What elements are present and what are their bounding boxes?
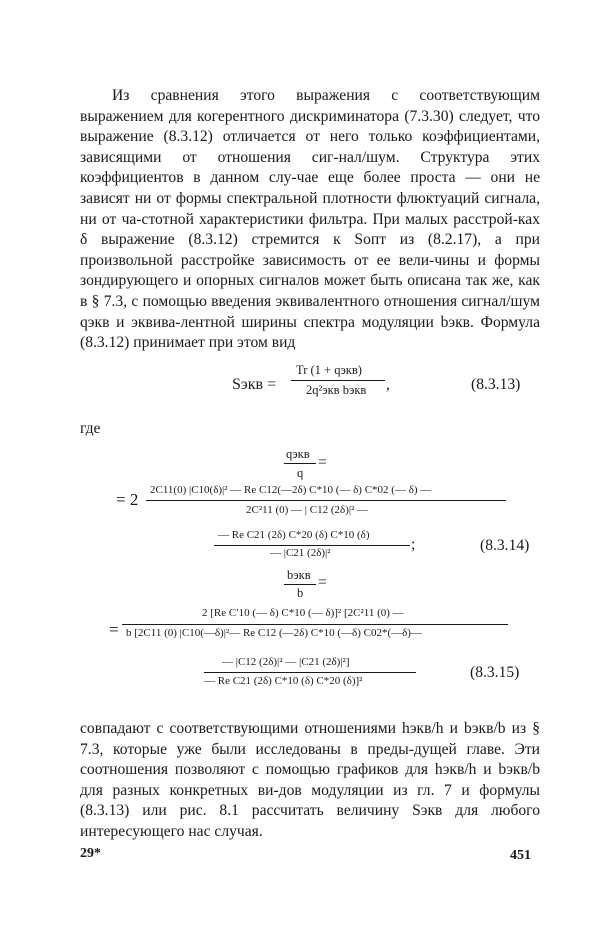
eq13-tail: ,	[386, 376, 390, 393]
eq14-prefix: = 2	[116, 490, 139, 509]
eq13-lhs: Sэкв =	[232, 376, 277, 393]
eq15-line1-denominator: b [2C11 (0) |C10(—δ)|²— Re C12 (—2δ) C*10 (—δ) C02*(—δ)—	[126, 627, 422, 639]
page-number: 451	[510, 848, 531, 863]
paragraph-2	[80, 719, 540, 843]
eq14-head-eq: =	[318, 454, 327, 471]
eq13-label: (8.3.13)	[471, 376, 521, 393]
eq15-head-numerator: bэкв	[287, 568, 311, 582]
eq14-line1-bar	[146, 500, 506, 501]
eq15-label: (8.3.15)	[470, 664, 520, 681]
eq15-line1-bar	[122, 624, 508, 625]
eq15-line2-numerator: — |C12 (2δ)|² — |C21 (2δ)|²]	[222, 656, 350, 668]
eq14-tail: ;	[411, 536, 416, 553]
eq15-head-eq: =	[318, 574, 327, 591]
paragraph-1-text: Из сравнения этого выражения с соответствующим выражением для когерентного дискриминатора (7.3.30) следует, что выражение (8.3.12) отличается от него только коэффициентами, зависящими от отношения сиг-нал/шум. Структура этих коэффициентов в данном слу-чае еще более проста — они не зависят ни от формы спектральной плотности флюктуаций сигнала, ни от ча-стотной характеристики фильтра. При малых расстрой-ках δ выражение (8.3.12) стремится к Sопт из (8.2.17), а при произвольной расстройке зависимость от ее вели-чины и формы зондирующего и опорных сигналов может быть описана так же, как в § 7.3, с помощью введения эквивалентного отношения сигнал/шум qэкв и эквива-лентной ширины спектра модуляции bэкв. Формула (8.3.12) принимает при этом вид	[80, 87, 540, 352]
eq14-line1-numerator: 2C11(0) |C10(δ)|² — Re C12(—2δ) C*10 (— δ) C*02 (— δ) —	[150, 484, 432, 496]
eq14-head-numerator: qэкв	[286, 447, 310, 461]
eq14-label: (8.3.14)	[480, 537, 530, 554]
eq13-fraction-bar	[291, 380, 385, 381]
eq14-line2-denominator: — |C21 (2δ)|²	[270, 547, 331, 559]
paragraph-2-text: совпадают с соответствующими отношениями hэкв/h и bэкв/b из § 7.3, которые уже были исследованы в преды-дущей главе. Эти соотношения позволяют с помощью графиков для hэкв/h и bэкв/b для разных конкретных ви-дов модуляции из гл. 7 и формулы (8.3.13) или рис. 8.1 рассчитать величину Sэкв для любого интересующего нас случая.	[80, 720, 540, 840]
eq13-numerator: Tr (1 + qэкв)	[296, 363, 362, 377]
footer-signature-mark: 29*	[80, 846, 101, 861]
eq14-line1-denominator: 2C²11 (0) — | C12 (2δ)|² —	[246, 504, 369, 516]
eq13-denominator: 2q²экв bэкв	[306, 383, 367, 397]
eq14-line2-numerator: — Re C21 (2δ) C*20 (δ) C*10 (δ)	[218, 529, 370, 541]
eq15-line2-bar	[204, 672, 416, 673]
eq15-head-denominator: b	[297, 586, 304, 600]
paragraph-1	[80, 86, 540, 354]
where-word: где	[80, 420, 101, 437]
eq14-line2-bar	[214, 545, 410, 546]
eq14-head-denominator: q	[297, 466, 304, 480]
eq15-line2-denominator: — Re C21 (2δ) C*10 (δ) C*20 (δ)]²	[204, 675, 363, 687]
eq15-head-bar	[284, 584, 316, 585]
eq15-line1-numerator: 2 [Re C′10 (— δ) C*10 (— δ)]² [2C²11 (0) —	[202, 607, 404, 619]
eq14-head-bar	[284, 463, 316, 464]
eq15-prefix: =	[109, 620, 119, 639]
